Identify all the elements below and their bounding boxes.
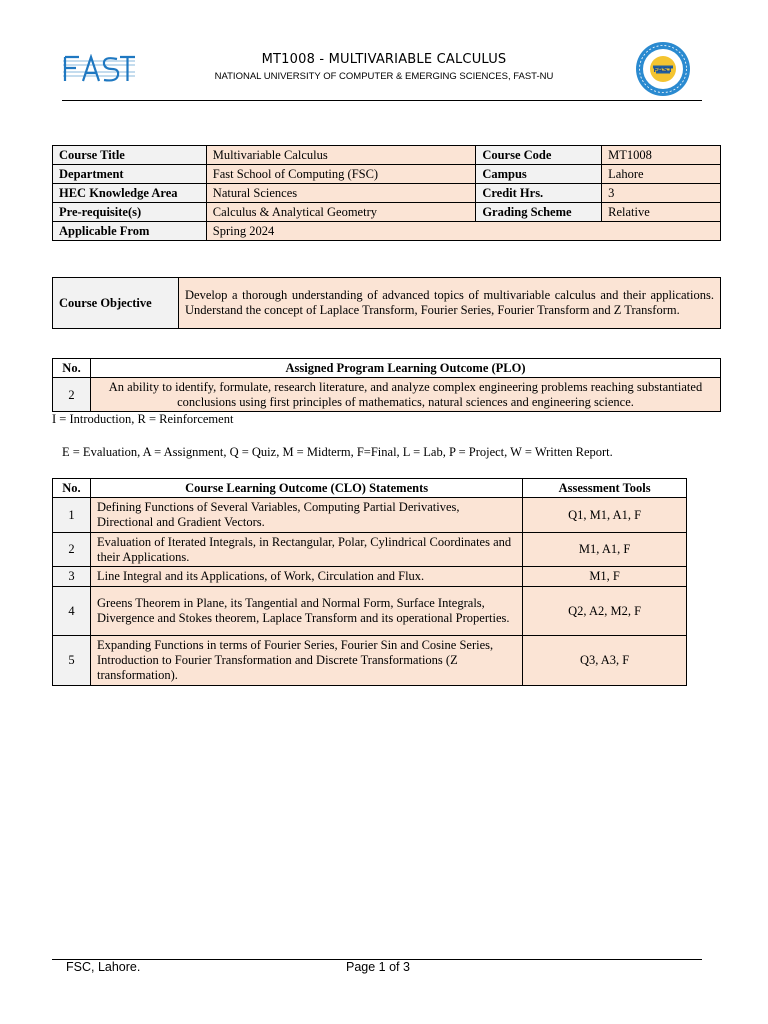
plo-table bbox=[52, 358, 721, 412]
plo-text: An ability to identify, formulate, research literature, and analyze complex engineering problems reaching substantiated conclusions using first principles of mathematics, natural sciences and engineering science. bbox=[91, 378, 721, 412]
clo-assessment-tools: M1, F bbox=[523, 567, 687, 587]
svg-text:FAST: FAST bbox=[653, 66, 673, 74]
clo-number: 5 bbox=[53, 636, 91, 686]
info-label: Department bbox=[53, 165, 207, 184]
university-seal bbox=[631, 41, 695, 97]
info-value: Natural Sciences bbox=[206, 184, 476, 203]
clo-row bbox=[53, 498, 687, 533]
clo-statement: Line Integral and its Applications, of Work, Circulation and Flux. bbox=[90, 567, 522, 587]
info-value: Multivariable Calculus bbox=[206, 146, 476, 165]
clo-row bbox=[53, 533, 687, 567]
clo-assessment-tools: Q3, A3, F bbox=[523, 636, 687, 686]
info-label: Course Title bbox=[53, 146, 207, 165]
clo-number: 3 bbox=[53, 567, 91, 587]
clo-statement: Defining Functions of Several Variables, Computing Partial Derivatives, Directional and Gradient Vectors. bbox=[90, 498, 522, 533]
clo-statement: Expanding Functions in terms of Fourier Series, Fourier Sin and Cosine Series, Introduction to Fourier Transformation and Discrete Transformations (Z transformation). bbox=[90, 636, 522, 686]
applicable-value: Spring 2024 bbox=[206, 222, 720, 241]
clo-number: 2 bbox=[53, 533, 91, 567]
plo-number: 2 bbox=[53, 378, 91, 412]
clo-number: 1 bbox=[53, 498, 91, 533]
course-info-row bbox=[53, 203, 721, 222]
clo-row bbox=[53, 587, 687, 636]
document-title: MT1008 - MULTIVARIABLE CALCULUS bbox=[261, 52, 507, 67]
applicable-from-row bbox=[53, 222, 721, 241]
info-label: HEC Knowledge Area bbox=[53, 184, 207, 203]
applicable-label: Applicable From bbox=[53, 222, 207, 241]
footer-location: FSC, Lahore. bbox=[66, 960, 141, 974]
info-label: Pre-requisite(s) bbox=[53, 203, 207, 222]
info-label: Campus bbox=[476, 165, 602, 184]
clo-row bbox=[53, 567, 687, 587]
info-label: Course Code bbox=[476, 146, 602, 165]
info-value: Lahore bbox=[602, 165, 721, 184]
clo-assessment-tools: M1, A1, F bbox=[523, 533, 687, 567]
course-info-row bbox=[53, 146, 721, 165]
course-info-row bbox=[53, 165, 721, 184]
plo-header-outcome: Assigned Program Learning Outcome (PLO) bbox=[91, 359, 721, 378]
info-label: Credit Hrs. bbox=[476, 184, 602, 203]
clo-number: 4 bbox=[53, 587, 91, 636]
clo-statement: Evaluation of Iterated Integrals, in Rectangular, Polar, Cylindrical Coordinates and their Applications. bbox=[90, 533, 522, 567]
clo-row bbox=[53, 636, 687, 686]
clo-header-tools: Assessment Tools bbox=[523, 479, 687, 498]
university-name: NATIONAL UNIVERSITY OF COMPUTER & EMERGING SCIENCES, FAST-NU bbox=[214, 71, 554, 82]
course-objective-table bbox=[52, 277, 721, 329]
clo-statement: Greens Theorem in Plane, its Tangential and Normal Form, Surface Integrals, Divergence and Stokes theorem, Laplace Transform and its operational Properties. bbox=[90, 587, 522, 636]
page-number: Page 1 of 3 bbox=[346, 960, 410, 974]
legend-intro-reinforcement: I = Introduction, R = Reinforcement bbox=[52, 412, 234, 426]
clo-assessment-tools: Q1, M1, A1, F bbox=[523, 498, 687, 533]
course-info-table bbox=[52, 145, 721, 241]
info-value: Relative bbox=[602, 203, 721, 222]
objective-label: Course Objective bbox=[53, 278, 179, 329]
course-info-row bbox=[53, 184, 721, 203]
plo-header-no: No. bbox=[53, 359, 91, 378]
info-value: 3 bbox=[602, 184, 721, 203]
info-value: MT1008 bbox=[602, 146, 721, 165]
info-value: Fast School of Computing (FSC) bbox=[206, 165, 476, 184]
objective-text: Develop a thorough understanding of advanced topics of multivariable calculus and their applications. Understand the concept of Laplace Transform, Fourier Series, Fourier Transform and Z Transform. bbox=[179, 278, 721, 329]
clo-assessment-tools: Q2, A2, M2, F bbox=[523, 587, 687, 636]
clo-header-statement: Course Learning Outcome (CLO) Statements bbox=[90, 479, 522, 498]
info-value: Calculus & Analytical Geometry bbox=[206, 203, 476, 222]
legend-assessment-codes: E = Evaluation, A = Assignment, Q = Quiz, M = Midterm, F=Final, L = Lab, P = Project, W = Written Report. bbox=[62, 445, 613, 459]
clo-table bbox=[52, 478, 687, 686]
info-label: Grading Scheme bbox=[476, 203, 602, 222]
header-rule bbox=[62, 100, 702, 101]
clo-header-no: No. bbox=[53, 479, 91, 498]
plo-row bbox=[53, 378, 721, 412]
